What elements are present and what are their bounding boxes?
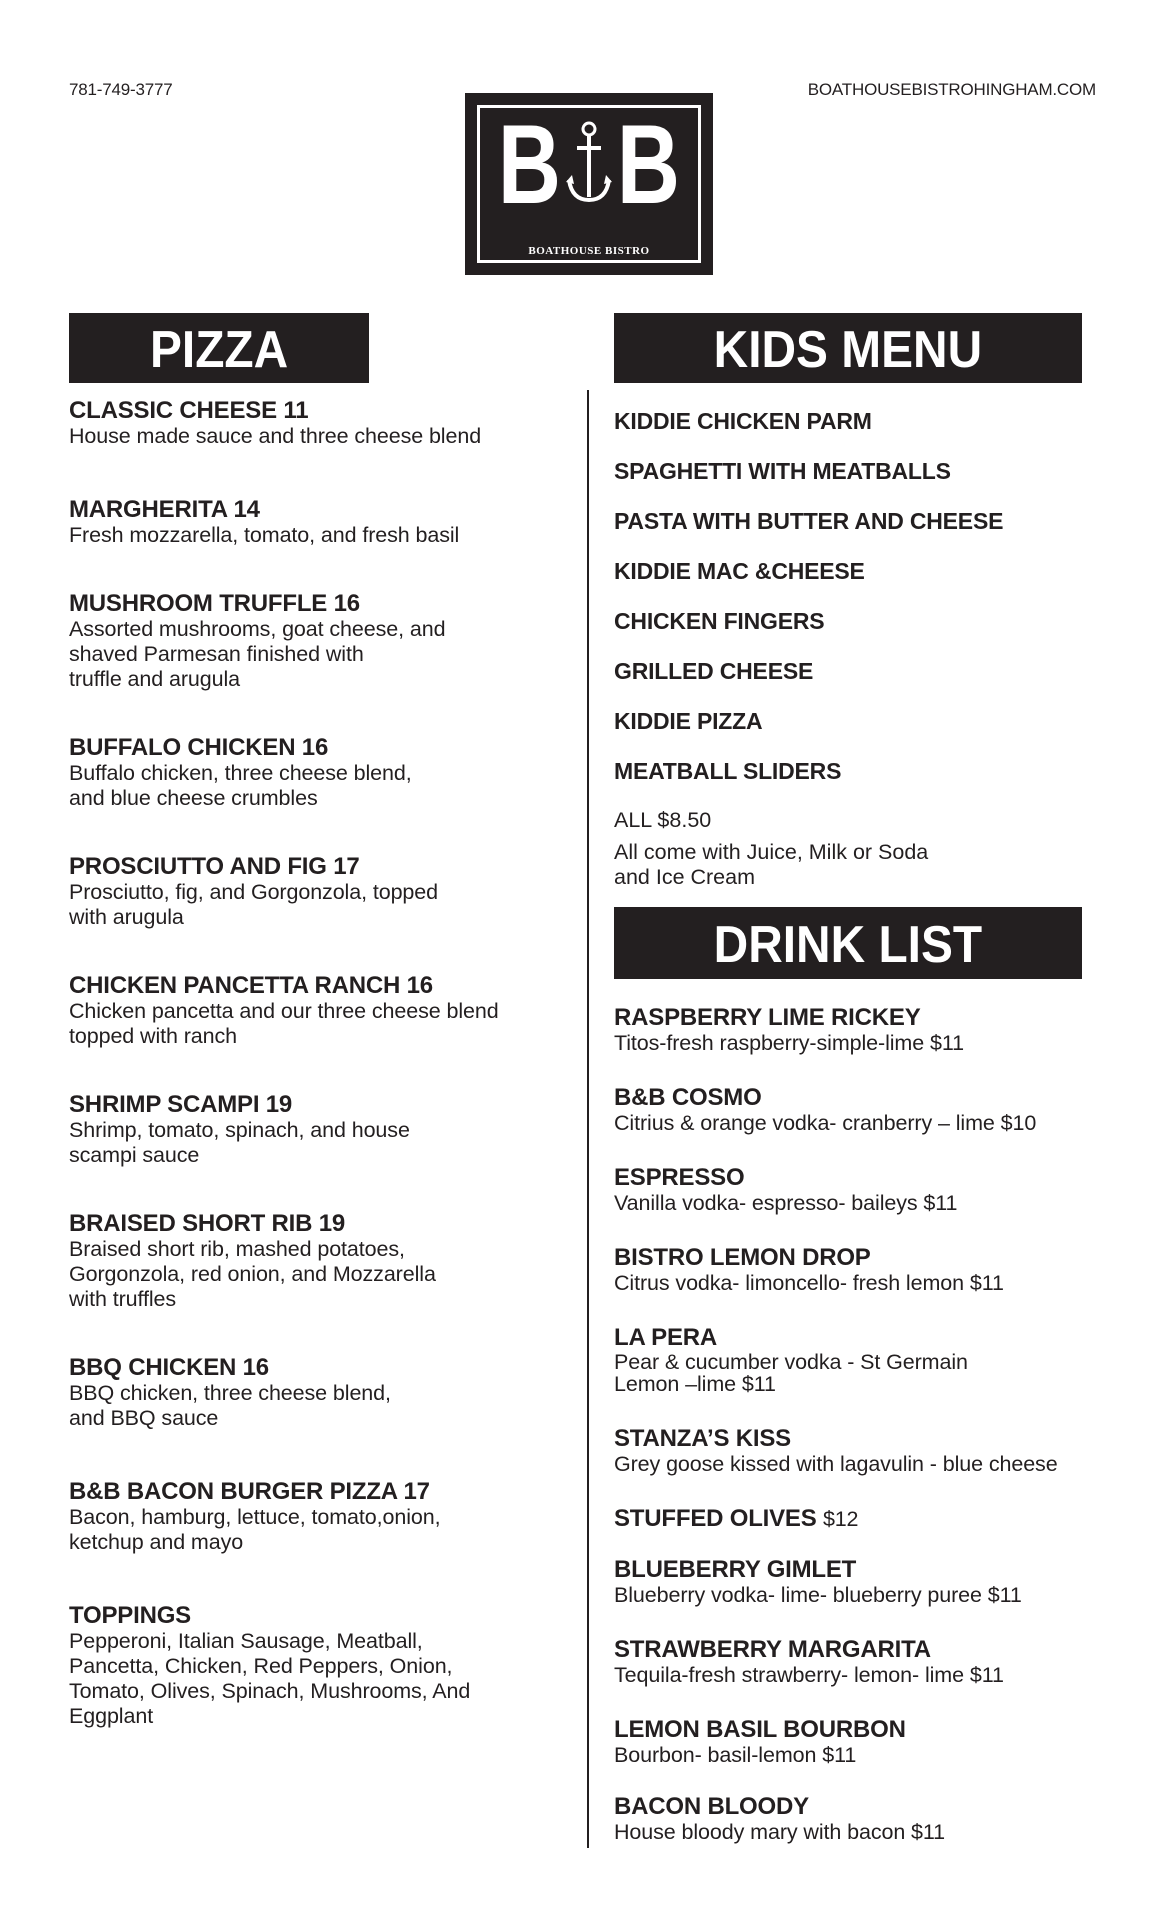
drink-item — [614, 1325, 1134, 1395]
drink-item-description: House bloody mary with bacon $11 — [614, 1820, 946, 1844]
pizza-item-name: BRAISED SHORT RIB 19 — [69, 1210, 346, 1237]
drink-item-name: BLUEBERRY GIMLET — [614, 1556, 857, 1583]
drink-item — [614, 1637, 1134, 1688]
drink-item-name: RASPBERRY LIME RICKEY — [614, 1004, 921, 1031]
logo-letter-left: B — [498, 102, 562, 227]
pizza-item — [69, 1479, 569, 1555]
kids-menu-section-title: KIDS MENU — [614, 313, 1082, 383]
drink-item-name: BISTRO LEMON DROP — [614, 1244, 871, 1271]
pizza-item — [69, 1355, 569, 1431]
phone-number: 781-749-3777 — [69, 80, 173, 99]
kids-menu-item: KIDDIE CHICKEN PARM — [614, 408, 872, 434]
logo — [465, 93, 713, 275]
drink-item-description: Titos-fresh raspberry-simple-lime $11 — [614, 1031, 964, 1055]
drink-item-description: Bourbon- basil-lemon $11 — [614, 1743, 857, 1767]
pizza-item-name: TOPPINGS — [69, 1602, 191, 1629]
website-url: BOATHOUSEBISTROHINGHAM.COM — [807, 80, 1096, 99]
drink-item — [614, 1165, 1134, 1216]
pizza-item-name: MARGHERITA 14 — [69, 496, 260, 523]
drink-item-name: STRAWBERRY MARGARITA — [614, 1636, 931, 1663]
drink-list-section-title: DRINK LIST — [614, 907, 1082, 979]
pizza-item — [69, 497, 569, 548]
pizza-item-description: Pepperoni, Italian Sausage, Meatball, Pancetta, Chicken, Red Peppers, Onion, Tomato, Olives, Spinach, Mushrooms, And Eggplant — [69, 1629, 471, 1728]
pizza-item-description: Buffalo chicken, three cheese blend, and blue cheese crumbles — [69, 761, 412, 810]
kids-menu-item: SPAGHETTI WITH MEATBALLS — [614, 458, 951, 484]
pizza-item — [69, 973, 569, 1049]
pizza-item — [69, 1092, 569, 1168]
drink-item — [614, 1005, 1134, 1056]
pizza-item — [69, 591, 569, 692]
drink-item — [614, 1426, 1134, 1477]
drink-item — [614, 1245, 1134, 1296]
drink-item — [614, 1085, 1134, 1136]
logo-letter-right: B — [616, 102, 680, 227]
pizza-item-description: House made sauce and three cheese blend — [69, 424, 482, 448]
pizza-section-title: PIZZA — [69, 313, 369, 383]
drink-item-name: B&B COSMO — [614, 1084, 762, 1111]
drink-item-description: Citrius & orange vodka- cranberry – lime $10 — [614, 1111, 1037, 1135]
drink-item-description: Vanilla vodka- espresso- baileys $11 — [614, 1191, 958, 1215]
pizza-item — [69, 854, 569, 930]
pizza-item-description: Bacon, hamburg, lettuce, tomato,onion, ketchup and mayo — [69, 1505, 441, 1554]
kids-menu-item: CHICKEN FINGERS — [614, 608, 825, 634]
pizza-item-description: Prosciutto, fig, and Gorgonzola, topped with arugula — [69, 880, 439, 929]
pizza-item-name: CLASSIC CHEESE 11 — [69, 397, 309, 424]
drink-item-name: LA PERA — [614, 1324, 718, 1351]
kids-menu-item: KIDDIE MAC &CHEESE — [614, 558, 865, 584]
pizza-item-description: Braised short rib, mashed potatoes, Gorgonzola, red onion, and Mozzarella with truffles — [69, 1237, 436, 1311]
kids-menu-price: ALL $8.50 — [614, 808, 712, 832]
logo-subtitle: BOATHOUSE BISTRO — [465, 245, 713, 257]
logo-letters — [465, 102, 713, 227]
drink-item-description: Pear & cucumber vodka - St Germain Lemon –lime $11 — [614, 1350, 968, 1396]
drink-item-price: $12 — [823, 1507, 859, 1531]
anchor-icon — [566, 120, 612, 210]
drink-item — [614, 1794, 1134, 1845]
pizza-item — [69, 398, 569, 449]
pizza-item-name: CHICKEN PANCETTA RANCH 16 — [69, 972, 433, 999]
pizza-item — [69, 735, 569, 811]
pizza-item-name: B&B BACON BURGER PIZZA 17 — [69, 1478, 430, 1505]
pizza-toppings — [69, 1603, 569, 1729]
pizza-item-description: Shrimp, tomato, spinach, and house scampi sauce — [69, 1118, 410, 1167]
drink-item — [614, 1717, 1134, 1768]
drink-item-name: STUFFED OLIVES — [614, 1505, 817, 1532]
column-divider — [587, 390, 589, 1848]
pizza-item-description: BBQ chicken, three cheese blend, and BBQ sauce — [69, 1381, 391, 1430]
kids-menu-item: KIDDIE PIZZA — [614, 708, 763, 734]
drink-item-name: ESPRESSO — [614, 1164, 745, 1191]
pizza-item-description: Assorted mushrooms, goat cheese, and shaved Parmesan finished with truffle and arugula — [69, 617, 446, 691]
drink-item — [614, 1557, 1134, 1608]
pizza-item-name: BUFFALO CHICKEN 16 — [69, 734, 329, 761]
kids-menu-note: All come with Juice, Milk or Soda and Ice Cream — [614, 840, 929, 889]
drink-item-name: LEMON BASIL BOURBON — [614, 1716, 906, 1743]
drink-item-description: Grey goose kissed with lagavulin - blue cheese — [614, 1452, 1058, 1476]
drink-item-name: BACON BLOODY — [614, 1793, 809, 1820]
kids-menu-item: MEATBALL SLIDERS — [614, 758, 842, 784]
pizza-item-name: MUSHROOM TRUFFLE 16 — [69, 590, 360, 617]
drink-item-description: Tequila-fresh strawberry- lemon- lime $11 — [614, 1663, 1004, 1687]
drink-item — [614, 1506, 1134, 1532]
pizza-item — [69, 1211, 569, 1312]
pizza-item-name: SHRIMP SCAMPI 19 — [69, 1091, 293, 1118]
pizza-item-description: Fresh mozzarella, tomato, and fresh basil — [69, 523, 460, 547]
drink-item-description: Citrus vodka- limoncello- fresh lemon $11 — [614, 1271, 1004, 1295]
drink-item-description: Blueberry vodka- lime- blueberry puree $11 — [614, 1583, 1022, 1607]
kids-menu-item: GRILLED CHEESE — [614, 658, 814, 684]
drink-item-name: STANZA’S KISS — [614, 1425, 791, 1452]
pizza-item-description: Chicken pancetta and our three cheese blend topped with ranch — [69, 999, 499, 1048]
pizza-item-name: PROSCIUTTO AND FIG 17 — [69, 853, 360, 880]
kids-menu-item: PASTA WITH BUTTER AND CHEESE — [614, 508, 1004, 534]
pizza-item-name: BBQ CHICKEN 16 — [69, 1354, 269, 1381]
